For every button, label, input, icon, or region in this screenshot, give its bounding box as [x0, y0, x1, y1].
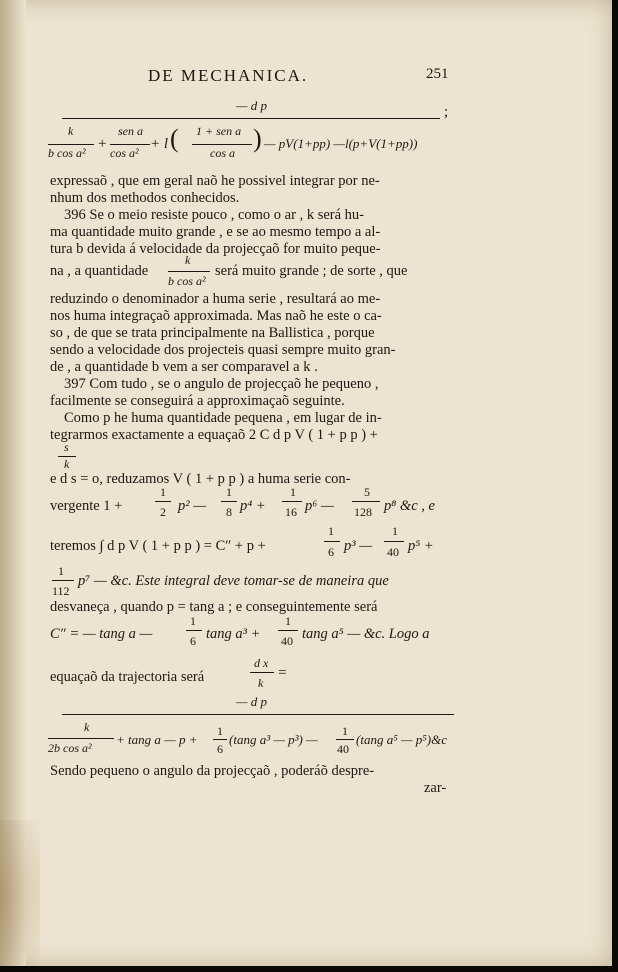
series-term2: p⁴ + — [240, 498, 266, 514]
series-term5: p³ — — [344, 538, 373, 554]
formula-top-numerator: — d p — [236, 98, 268, 113]
formula-bottom-k-num: k — [84, 720, 90, 734]
trajectory-dx: d x — [254, 656, 269, 670]
formula-bottom-frac-b-den: 40 — [337, 742, 349, 756]
formula-top-tail: — pV(1+pp) —l(p+V(1+pp)) — [264, 136, 418, 151]
series-s-over-k-numerator: s — [64, 440, 69, 454]
integral-frac8-den: 6 — [190, 634, 196, 648]
section-396-line-9: de , a quantidade b vem a ser comparavel a k . — [50, 359, 318, 375]
formula-top-plus: + — [98, 136, 107, 152]
formula-top-term1-rule — [48, 144, 94, 145]
paragraph-1-line-2: nhum dos methodos conhecidos. — [50, 190, 240, 206]
trajectory-dp: — d p — [236, 694, 268, 709]
formula-top-log-prefix: + l — [150, 136, 169, 152]
integral-frac9-num: 1 — [285, 614, 291, 628]
series-frac4-num: 5 — [364, 485, 370, 499]
integral-frac9-den: 40 — [281, 634, 293, 648]
formula-top-term2-num: sen a — [118, 124, 143, 138]
formula-bottom-frac-a-den: 6 — [217, 742, 223, 756]
formula-top-term3-den: cos a — [210, 146, 235, 160]
formula-bottom-frac-a-num: 1 — [217, 724, 223, 738]
formula-bottom-frac-b-num: 1 — [342, 724, 348, 738]
section-396-line-5: reduzindo o denominador a huma serie , resultará ao me- — [50, 291, 381, 307]
integral-c-tail: tang a⁵ — &c. Logo a — [302, 626, 430, 642]
page-number: 251 — [426, 66, 449, 82]
formula-bottom-main-rule — [62, 714, 454, 715]
formula-top-term1-num: k — [68, 124, 74, 138]
series-term4: p⁸ &c , e — [384, 498, 435, 514]
series-frac1-den: 2 — [160, 505, 166, 519]
integral-c-mid: tang a³ + — [206, 626, 261, 642]
formula-top-term3-num: 1 + sen a — [196, 124, 242, 138]
formula-top-term3-rule — [192, 144, 252, 145]
integral-frac9-rule — [278, 630, 298, 631]
series-frac2-rule — [221, 501, 237, 502]
section-396-fraction-numerator: k — [185, 253, 191, 267]
section-396-line-7: so , de que se trata principalmente na Ballistica , porque — [50, 325, 375, 341]
section-396-fraction-rule — [168, 271, 210, 272]
formula-bottom-tail: (tang a⁵ — p⁵)&c — [356, 732, 447, 747]
formula-top-term2-rule — [110, 144, 150, 145]
formula-top-open-paren: ( — [170, 124, 179, 153]
formula-top-main-rule — [62, 118, 440, 119]
series-frac6-rule — [384, 541, 404, 542]
series-frac6-den: 40 — [387, 545, 399, 559]
section-397-line-1: 397 Com tudo , se o angulo de projecçaõ he pequeno , — [64, 376, 379, 392]
series-frac2-num: 1 — [226, 485, 232, 499]
formula-bottom-middle: + tang a — p + — [116, 732, 198, 747]
formula-top-close-paren: ) — [253, 124, 262, 153]
trajectory-k: k — [258, 676, 264, 690]
closing-line-1: Sendo pequeno o angulo da projecçaõ , poderáõ despre- — [50, 763, 375, 779]
series-frac5-num: 1 — [328, 524, 334, 538]
series-frac5-rule — [324, 541, 340, 542]
paper-stain — [0, 820, 40, 966]
section-396-line-4-right: será muito grande ; de sorte , que — [215, 263, 408, 279]
series-frac1-num: 1 — [160, 485, 166, 499]
series-frac3-num: 1 — [290, 485, 296, 499]
series-frac2-den: 8 — [226, 505, 232, 519]
formula-top-semicolon: ; — [444, 104, 449, 120]
integral-frac7-den: 112 — [52, 584, 70, 598]
catchword: zar- — [424, 780, 447, 796]
series-teremos-prefix: teremos ∫ d p V ( 1 + p p ) = C″ + p + — [50, 538, 266, 554]
integral-frac7-rule — [52, 580, 74, 581]
formula-top-term2-den: cos a² — [110, 146, 139, 160]
series-frac3-rule — [282, 501, 302, 502]
running-head: DE MECHANICA. — [148, 66, 309, 85]
formula-bottom-frac-b-rule — [336, 739, 354, 740]
section-396-line-8: sendo a velocidade dos projecteis quasi sempre muito gran- — [50, 342, 396, 358]
series-vergente-prefix: vergente 1 + — [50, 498, 123, 514]
integral-frac8-rule — [186, 630, 202, 631]
trajectory-frac-rule — [250, 672, 274, 673]
series-term1: p² — — [178, 498, 207, 514]
section-396-line-1: 396 Se o meio resiste pouco , como o ar , k será hu- — [64, 207, 364, 223]
integral-line-2: desvaneça , quando p = tang a ; e conseguintemente será — [50, 599, 378, 615]
formula-bottom-middle2: (tang a³ — p³) — — [229, 732, 318, 747]
integral-frac8-num: 1 — [190, 614, 196, 628]
formula-bottom-frac-a-rule — [213, 739, 227, 740]
paragraph-como-line-2: tegrarmos exactamente a equaçaõ 2 C d p V ( 1 + p p ) + — [50, 427, 378, 443]
section-396-line-3: tura b devida á velocidade da projecçaõ for muito peque- — [50, 241, 381, 257]
integral-line-1: p⁷ — &c. Este integral deve tomar-se de maneira que — [78, 573, 389, 589]
formula-bottom-k-rule — [48, 738, 114, 739]
formula-bottom-k-den: 2b cos a² — [48, 741, 92, 755]
series-frac6-num: 1 — [392, 524, 398, 538]
series-s-over-k-denominator: k — [64, 457, 70, 471]
section-396-line-2: ma quantidade muito grande , e se ao mesmo tempo a al- — [50, 224, 381, 240]
series-frac4-den: 128 — [354, 505, 372, 519]
paragraph-como-line-1: Como p he huma quantidade pequena , em lugar de in- — [64, 410, 382, 426]
section-396-line-6: nos huma integraçaõ approximada. Mas naõ he este o ca- — [50, 308, 382, 324]
integral-c-prefix: C″ = — tang a — — [50, 626, 153, 642]
series-frac4-rule — [352, 501, 380, 502]
series-frac3-den: 16 — [285, 505, 297, 519]
series-line-1: e d s = o, reduzamos V ( 1 + p p ) a huma serie con- — [50, 471, 351, 487]
trajectory-equals: = — [278, 665, 287, 681]
paragraph-1-line-1: expressaõ , que em geral naõ he possivel integrar por ne- — [50, 173, 380, 189]
section-396-line-4-left: na , a quantidade — [50, 263, 149, 279]
trajectory-text: equaçaõ da trajectoria será — [50, 669, 205, 685]
series-frac1-rule — [155, 501, 171, 502]
section-396-fraction-denominator: b cos a² — [168, 274, 206, 288]
formula-top-term1-den: b cos a² — [48, 146, 86, 160]
section-397-line-2: facilmente se conseguirá a approximaçaõ seguinte. — [50, 393, 345, 409]
series-term3: p⁶ — — [305, 498, 334, 514]
series-frac5-den: 6 — [328, 545, 334, 559]
integral-frac7-num: 1 — [58, 564, 64, 578]
series-term6: p⁵ + — [408, 538, 434, 554]
